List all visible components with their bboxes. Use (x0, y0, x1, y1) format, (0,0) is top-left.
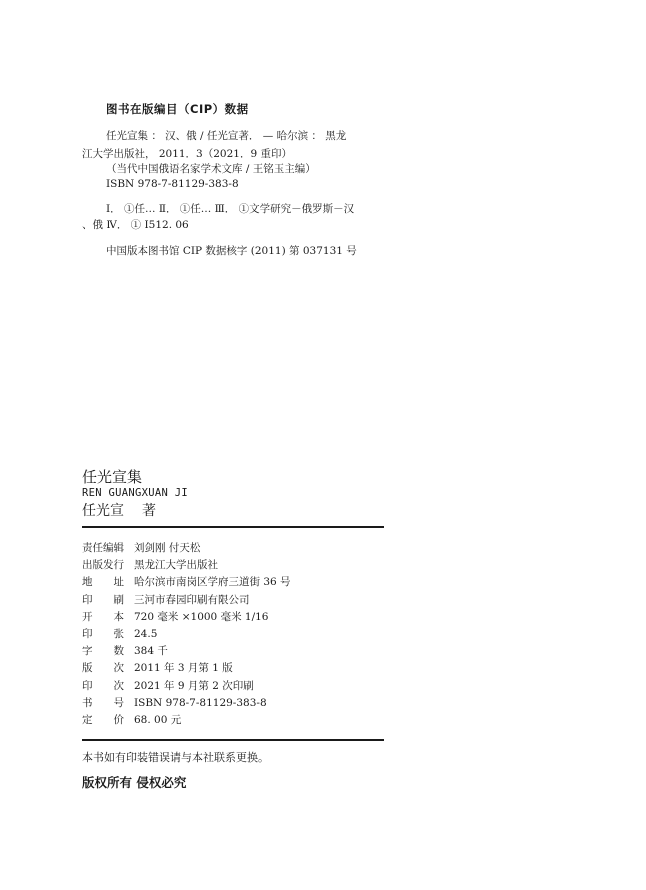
top-divider (82, 526, 384, 528)
imprint-label: 印 张 (82, 627, 124, 640)
imprint-row-address (82, 574, 291, 591)
imprint-row-word-count (82, 643, 291, 660)
imprint-value: 68. 00 元 (134, 713, 182, 726)
imprint-value: ISBN 978-7-81129-383-8 (134, 696, 267, 709)
imprint-value: 刘剑刚 付天松 (134, 542, 201, 554)
imprint-row-editor (82, 540, 291, 557)
imprint-label: 版 次 (82, 662, 124, 675)
imprint-value: 720 毫米 ×1000 毫米 1/16 (134, 610, 269, 623)
imprint-label: 出版发行 (82, 559, 124, 572)
imprint-row-printer (82, 592, 291, 609)
author-line (82, 500, 156, 520)
imprint-value: 384 千 (134, 645, 168, 658)
book-title: 任光宣集 (82, 468, 143, 486)
author-role: 著 (142, 503, 156, 519)
imprint-value: 哈尔滨市南岗区学府三道街 36 号 (134, 576, 291, 589)
imprint-value: 2011 年 3 月第 1 版 (134, 662, 233, 675)
imprint-list (82, 540, 291, 729)
imprint-row-format (82, 609, 291, 626)
imprint-row-price (82, 712, 291, 729)
cip-record-number: 中国版本图书馆 CIP 数据核字 (2011) 第 037131 号 (106, 245, 357, 257)
imprint-label: 开 本 (82, 610, 124, 623)
imprint-label: 书 号 (82, 696, 124, 709)
cip-series-line: （当代中国俄语名家学术文库 / 王铭玉主编） (106, 163, 316, 175)
imprint-label: 地 址 (82, 576, 124, 589)
imprint-row-edition (82, 660, 291, 677)
cip-description-line-2: 江大学出版社， 2011．3（2021．9 重印） (82, 148, 292, 160)
imprint-row-isbn (82, 695, 291, 712)
imprint-row-sheets (82, 626, 291, 643)
bottom-divider (82, 739, 384, 741)
imprint-row-printing (82, 678, 291, 695)
imprint-label: 字 数 (82, 645, 124, 658)
cip-isbn: ISBN 978-7-81129-383-8 (106, 178, 239, 190)
cip-heading: 图书在版编目（CIP）数据 (106, 102, 249, 116)
imprint-value: 三河市春园印刷有限公司 (134, 593, 250, 606)
cip-description-line-1: 任光宣集 ： 汉、俄 / 任光宣著． — 哈尔滨 ： 黑龙 (106, 130, 347, 142)
imprint-label: 印 次 (82, 679, 124, 692)
cip-classification-line-1: Ⅰ． ①任… Ⅱ． ①任… Ⅲ． ①文学研究－俄罗斯－汉 (106, 203, 355, 215)
imprint-label: 印 刷 (82, 593, 124, 606)
book-title-pinyin: REN GUANGXUAN JI (82, 487, 188, 499)
imprint-value: 黑龙江大学出版社 (134, 559, 218, 572)
imprint-label: 责任编辑 (82, 542, 124, 554)
replacement-notice: 本书如有印装错误请与本社联系更换。 (82, 751, 269, 764)
imprint-label: 定 价 (82, 713, 124, 726)
imprint-value: 2021 年 9 月第 2 次印刷 (134, 679, 254, 692)
imprint-row-publisher (82, 557, 291, 574)
author-name: 任光宣 (82, 503, 124, 519)
copyright-statement: 版权所有 侵权必究 (82, 775, 187, 790)
imprint-value: 24.5 (134, 627, 158, 640)
cip-classification-line-2: 、俄 Ⅳ． ① I512. 06 (82, 219, 189, 231)
